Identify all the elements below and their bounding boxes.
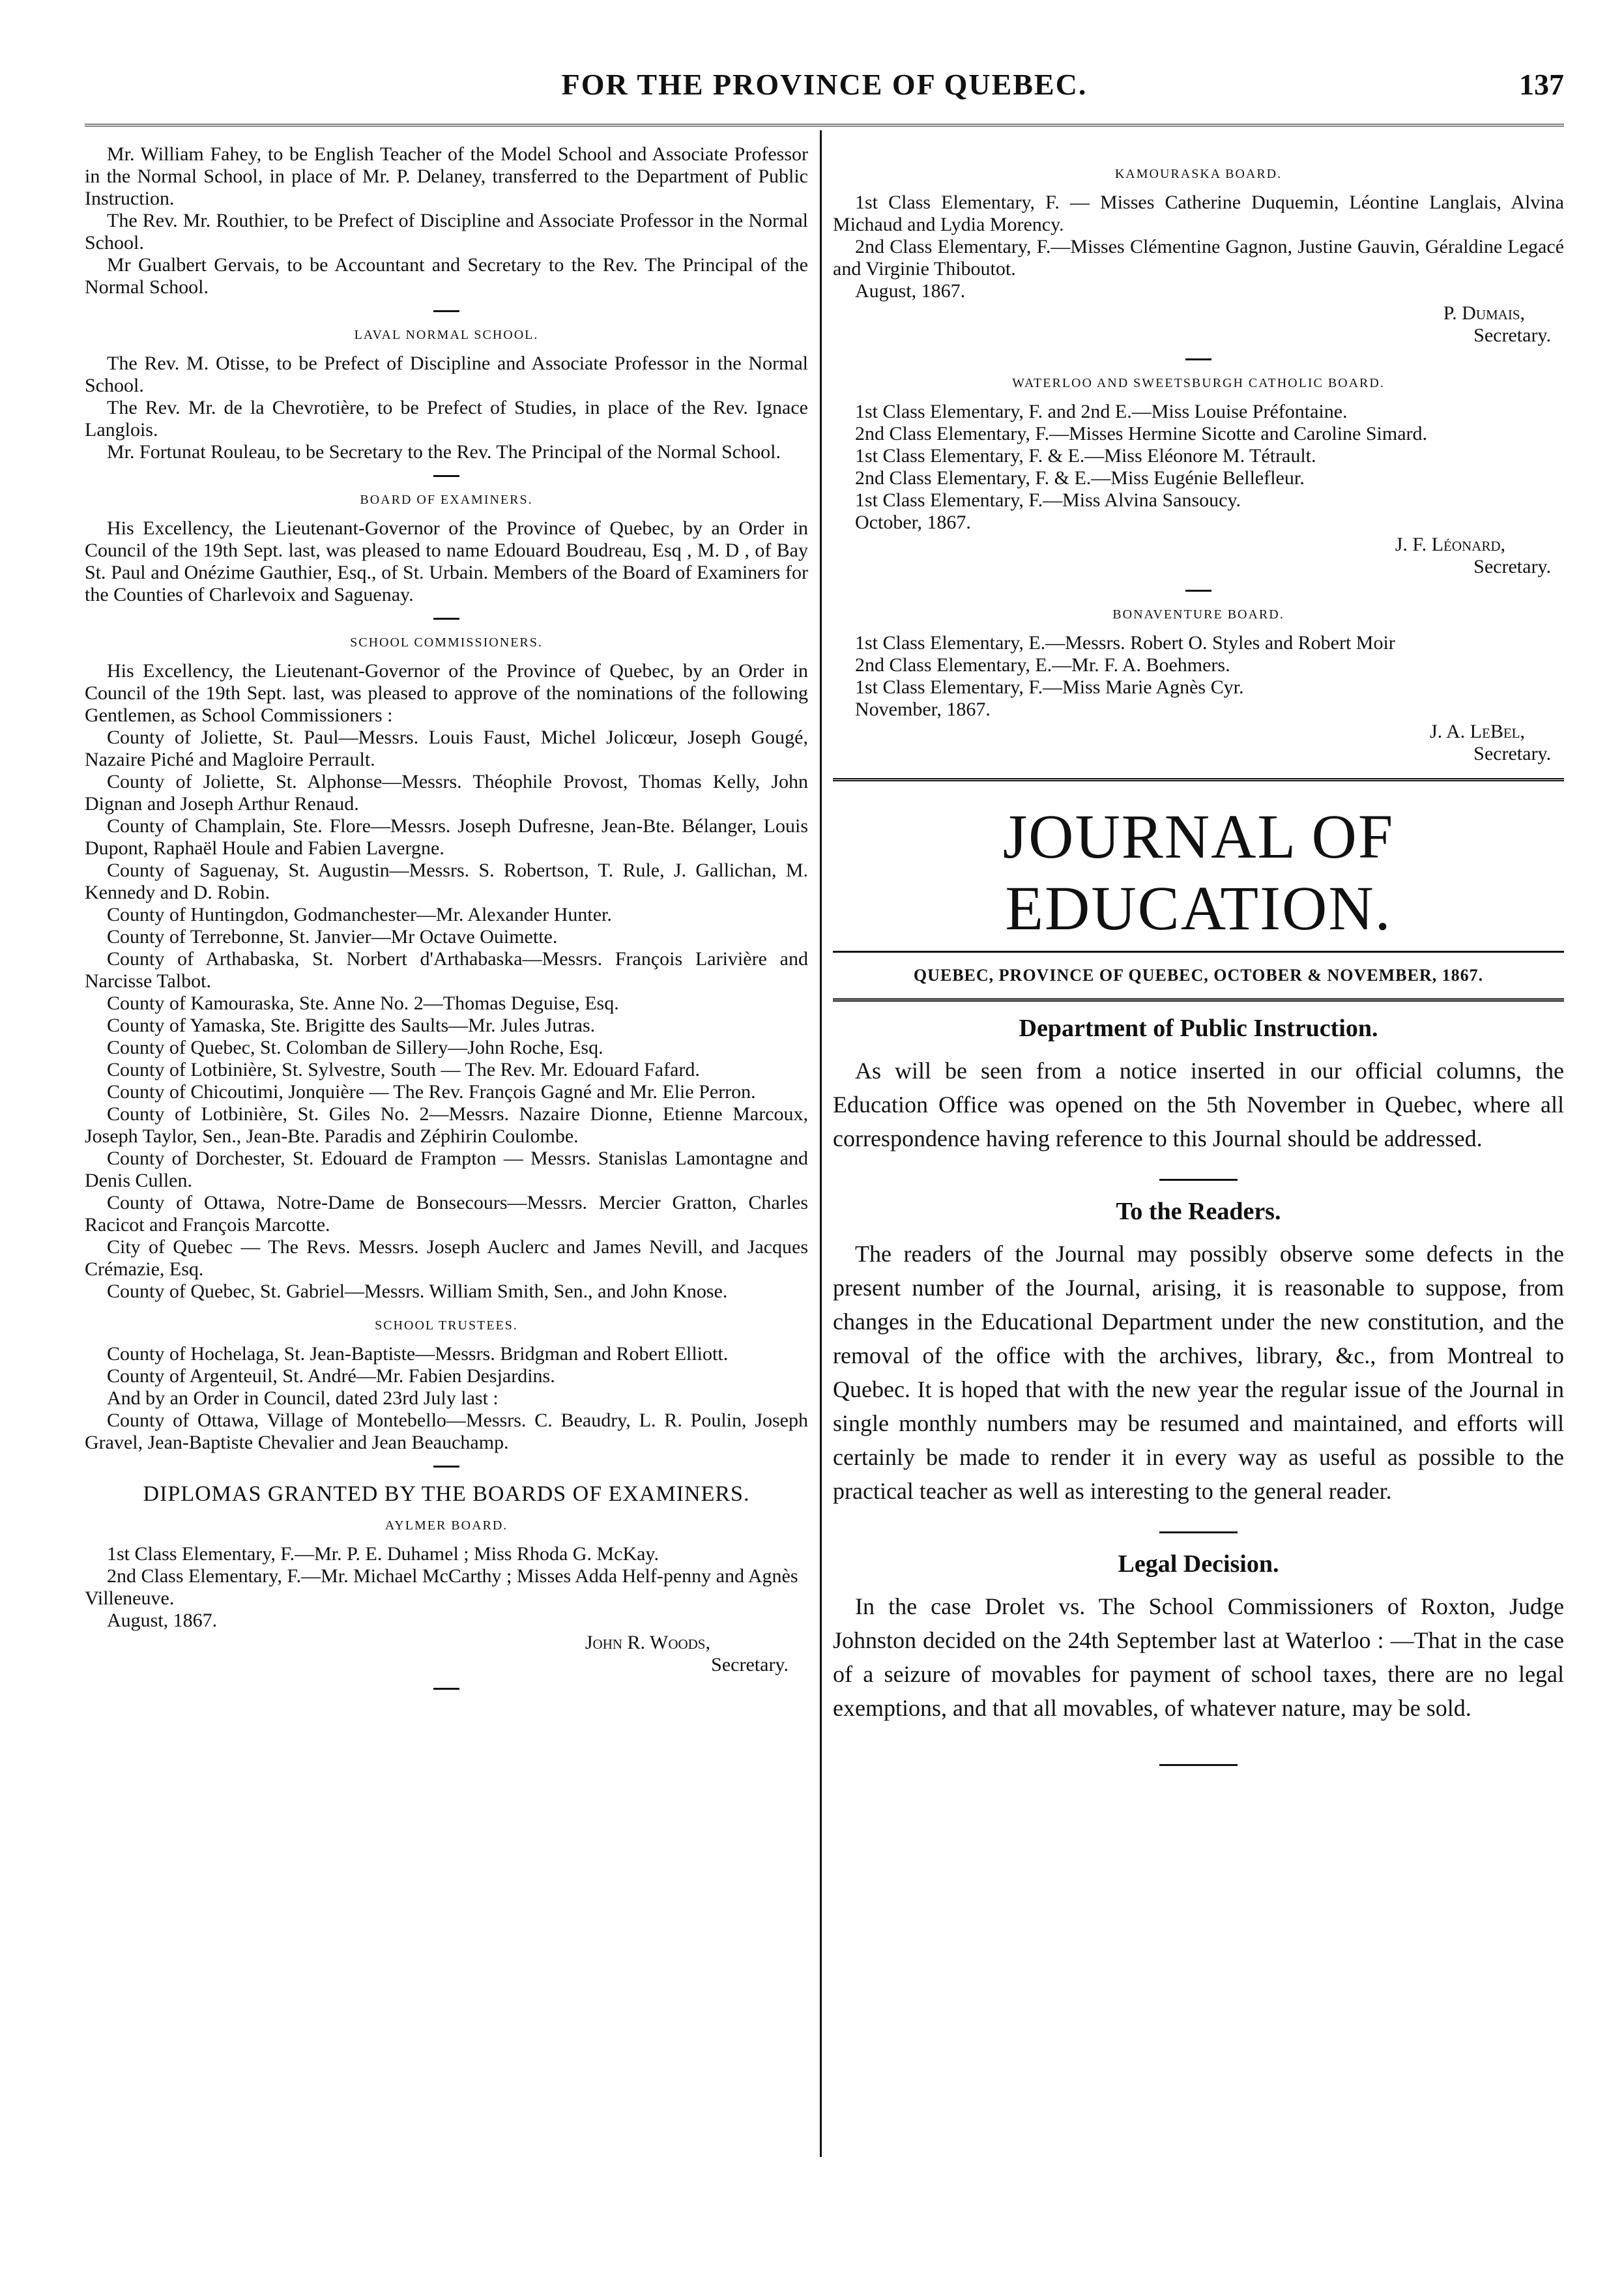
- list-item: 1st Class Elementary, F.—Miss Alvina Sansoucy.: [855, 489, 1241, 511]
- section-heading: LAVAL NORMAL SCHOOL.: [354, 328, 539, 342]
- diplomas-heading: DIPLOMAS GRANTED BY THE BOARDS OF EXAMINERS.: [143, 1482, 750, 1506]
- signature-name: J. F. Léonard,: [1395, 534, 1505, 555]
- section-divider: [1159, 1531, 1238, 1533]
- section-divider: [433, 1688, 459, 1690]
- list-item: County of Joliette, St. Paul—Messrs. Louis Faust, Michel Jolicœur, Joseph Gougé, Nazaire Piché and Magloire Perrault.: [85, 727, 808, 770]
- date-line: October, 1867.: [855, 512, 971, 533]
- list-item: 1st Class Elementary, F. and 2nd E.—Miss Louise Préfontaine.: [855, 401, 1348, 422]
- section-divider: [1159, 1179, 1238, 1181]
- journal-title: JOURNAL OF EDUCATION.: [1002, 802, 1395, 943]
- list-item: County of Arthabaska, St. Norbert d'Arthabaska—Messrs. François Larivière and Narcisse Talbot.: [85, 948, 808, 992]
- list-item: County of Hochelaga, St. Jean-Baptiste—Messrs. Bridgman and Robert Elliott.: [107, 1343, 729, 1365]
- list-item: 2nd Class Elementary, F.—Mr. Michael McCarthy ; Misses Adda Helf-penny and Agnès Villeneuve.: [85, 1565, 798, 1609]
- masthead-rule-top: [833, 778, 1564, 781]
- section-heading: BOARD OF EXAMINERS.: [360, 493, 533, 507]
- list-item: 2nd Class Elementary, E.—Mr. F. A. Boehmers.: [855, 654, 1230, 676]
- paragraph: The Rev. Mr. de la Chevrotière, to be Prefect of Studies, in place of the Rev. Ignace Langlois.: [85, 397, 808, 441]
- section-divider: [1159, 1764, 1238, 1766]
- section-divider: [433, 475, 459, 477]
- dept-heading: Department of Public Instruction.: [1019, 1015, 1378, 1042]
- section-divider: [433, 1466, 459, 1468]
- list-item: County of Ottawa, Village of Montebello—Messrs. C. Beaudry, L. R. Poulin, Joseph Gravel, Jean-Baptiste Chevalier and Jean Beauchamp.: [85, 1410, 808, 1453]
- page-number: 137: [1519, 68, 1564, 101]
- list-item: County of Terrebonne, St. Janvier—Mr Octave Ouimette.: [107, 926, 558, 948]
- journal-dateline: QUEBEC, PROVINCE OF QUEBEC, OCTOBER & NOVEMBER, 1867.: [913, 966, 1484, 985]
- section-divider: [433, 310, 459, 312]
- paragraph: The readers of the Journal may possibly observe some defects in the present number of the Journal, arising, it is reasonable to suppose, from changes in the Educational Department under the new constitution, and the removal of the office with the archives, library, &c., from Montreal to Quebec. It is hoped that with the new year the regular issue of the Journal in single monthly numbers may be resumed and maintained, and efforts will certainly be made to render it in every way as useful as possible to the practical teacher as well as interesting to the general reader.: [833, 1241, 1564, 1504]
- signature-title: Secretary.: [711, 1654, 789, 1675]
- list-item: County of Saguenay, St. Augustin—Messrs. S. Robertson, T. Rule, J. Gallichan, M. Kennedy and D. Robin.: [85, 860, 808, 903]
- signature-title: Secretary.: [1473, 556, 1551, 577]
- signature-name: P. Dumais,: [1443, 302, 1525, 324]
- list-item: County of Ottawa, Notre-Dame de Bonsecours—Messrs. Mercier Gratton, Charles Racicot and François Marcotte.: [85, 1192, 808, 1236]
- left-column: [85, 143, 808, 1696]
- signature-name: John R. Woods,: [585, 1632, 710, 1653]
- legal-heading: Legal Decision.: [1118, 1550, 1279, 1578]
- section-heading: AYLMER BOARD.: [384, 1518, 508, 1533]
- section-heading: WATERLOO AND SWEETSBURGH CATHOLIC BOARD.: [1012, 376, 1385, 390]
- paragraph: The Rev. M. Otisse, to be Prefect of Discipline and Associate Professor in the Normal School.: [85, 353, 808, 396]
- list-item: County of Quebec, St. Colomban de Sillery—John Roche, Esq.: [107, 1037, 603, 1058]
- list-item: 1st Class Elementary, F. — Misses Catherine Duquemin, Léontine Langlais, Alvina Michaud and Lydia Morency.: [833, 192, 1564, 235]
- signature-title: Secretary.: [1473, 325, 1551, 346]
- list-item: And by an Order in Council, dated 23rd July last :: [107, 1387, 499, 1409]
- list-item: 1st Class Elementary, E.—Messrs. Robert O. Styles and Robert Moir: [855, 632, 1395, 654]
- list-item: City of Quebec — The Revs. Messrs. Joseph Auclerc and James Nevill, and Jacques Crémazie, Esq.: [85, 1236, 808, 1280]
- right-column: [833, 143, 1564, 1786]
- date-line: August, 1867.: [107, 1610, 218, 1631]
- list-item: County of Kamouraska, Ste. Anne No. 2—Thomas Deguise, Esq.: [107, 992, 619, 1014]
- list-item: County of Lotbinière, St. Sylvestre, South — The Rev. Mr. Edouard Fafard.: [107, 1059, 700, 1080]
- section-divider: [1185, 358, 1211, 360]
- list-item: 1st Class Elementary, F. & E.—Miss Eléonore M. Tétrault.: [855, 445, 1316, 467]
- paragraph: Mr. William Fahey, to be English Teacher of the Model School and Associate Professor in the Normal School, in place of Mr. P. Delaney, transferred to the Department of Public Instruction.: [85, 143, 808, 209]
- list-item: County of Champlain, Ste. Flore—Messrs. Joseph Dufresne, Jean-Bte. Bélanger, Louis Dupont, Raphaël Houle and Fabien Lavergne.: [85, 815, 808, 859]
- list-item: County of Chicoutimi, Jonquière — The Rev. François Gagné and Mr. Elie Perron.: [107, 1081, 756, 1103]
- column-divider: [820, 130, 822, 2157]
- signature-name: J. A. LeBel,: [1429, 721, 1525, 742]
- paragraph: Mr Gualbert Gervais, to be Accountant and Secretary to the Rev. The Principal of the Normal School.: [85, 254, 808, 298]
- section-heading: SCHOOL TRUSTEES.: [375, 1318, 518, 1333]
- section-heading: BONAVENTURE BOARD.: [1112, 607, 1284, 622]
- list-item: County of Huntingdon, Godmanchester—Mr. Alexander Hunter.: [107, 904, 612, 925]
- list-item: 1st Class Elementary, F.—Miss Marie Agnès Cyr.: [855, 676, 1244, 698]
- masthead-rule-bottom: [833, 998, 1564, 1002]
- section-heading: SCHOOL COMMISSIONERS.: [350, 635, 543, 650]
- section-heading: KAMOURASKA BOARD.: [1114, 167, 1283, 181]
- page-header: [85, 62, 1564, 121]
- list-item: 2nd Class Elementary, F. & E.—Miss Eugénie Bellefleur.: [855, 467, 1305, 489]
- readers-heading: To the Readers.: [1116, 1198, 1281, 1225]
- list-item: County of Dorchester, St. Edouard de Frampton — Messrs. Stanislas Lamontagne and Denis Cullen.: [85, 1148, 808, 1191]
- section-divider: [433, 618, 459, 620]
- paragraph: His Excellency, the Lieutenant-Governor of the Province of Quebec, by an Order in Council of the 19th Sept. last, was pleased to name Edouard Boudreau, Esq , M. D , of Bay St. Paul and Onézime Gauthier, Esq., of St. Urbain. Members of the Board of Examiners for the Counties of Charlevoix and Saguenay.: [85, 517, 808, 605]
- date-line: November, 1867.: [855, 699, 991, 720]
- section-divider: [1185, 590, 1211, 592]
- paragraph: Mr. Fortunat Rouleau, to be Secretary to the Rev. The Principal of the Normal School.: [107, 441, 781, 463]
- list-item: County of Lotbinière, St. Giles No. 2—Messrs. Nazaire Dionne, Etienne Marcoux, Joseph Taylor, Sen., Jean-Bte. Paradis and Zéphirin Coulombe.: [85, 1103, 808, 1147]
- running-title: FOR THE PROVINCE OF QUEBEC.: [561, 68, 1088, 101]
- paragraph: His Excellency, the Lieutenant-Governor of the Province of Quebec, by an Order in Council of the 19th Sept. last, was pleased to approve of the nominations of the following Gentlemen, as School Commissioners :: [85, 660, 808, 726]
- paragraph: As will be seen from a notice inserted in our official columns, the Education Office was opened on the 5th November in Quebec, where all correspondence having reference to this Journal should be addressed.: [833, 1058, 1564, 1151]
- list-item: County of Yamaska, Ste. Brigitte des Saults—Mr. Jules Jutras.: [107, 1015, 596, 1036]
- paragraph: The Rev. Mr. Routhier, to be Prefect of Discipline and Associate Professor in the Normal School.: [85, 210, 808, 253]
- list-item: County of Argenteuil, St. André—Mr. Fabien Desjardins.: [107, 1365, 555, 1387]
- paragraph: In the case Drolet vs. The School Commissioners of Roxton, Judge Johnston decided on the 24th September last at Waterloo : —That in the case of a seizure of movables for payment of school taxes, there are no legal exemptions, and that all movables, of whatever nature, may be sold.: [833, 1593, 1564, 1721]
- signature-title: Secretary.: [1473, 743, 1551, 764]
- list-item: 1st Class Elementary, F.—Mr. P. E. Duhamel ; Miss Rhoda G. McKay.: [107, 1543, 659, 1565]
- list-item: County of Quebec, St. Gabriel—Messrs. William Smith, Sen., and John Knose.: [107, 1281, 728, 1302]
- list-item: 2nd Class Elementary, F.—Misses Hermine Sicotte and Caroline Simard.: [855, 423, 1428, 444]
- list-item: 2nd Class Elementary, F.—Misses Clémentine Gagnon, Justine Gauvin, Géraldine Legacé and Virginie Thiboutot.: [833, 236, 1564, 280]
- date-line: August, 1867.: [855, 280, 966, 302]
- masthead-rule: [833, 951, 1564, 953]
- list-item: County of Joliette, St. Alphonse—Messrs. Théophile Provost, Thomas Kelly, John Dignan and Joseph Arthur Renaud.: [85, 771, 808, 815]
- header-rule: [85, 124, 1564, 126]
